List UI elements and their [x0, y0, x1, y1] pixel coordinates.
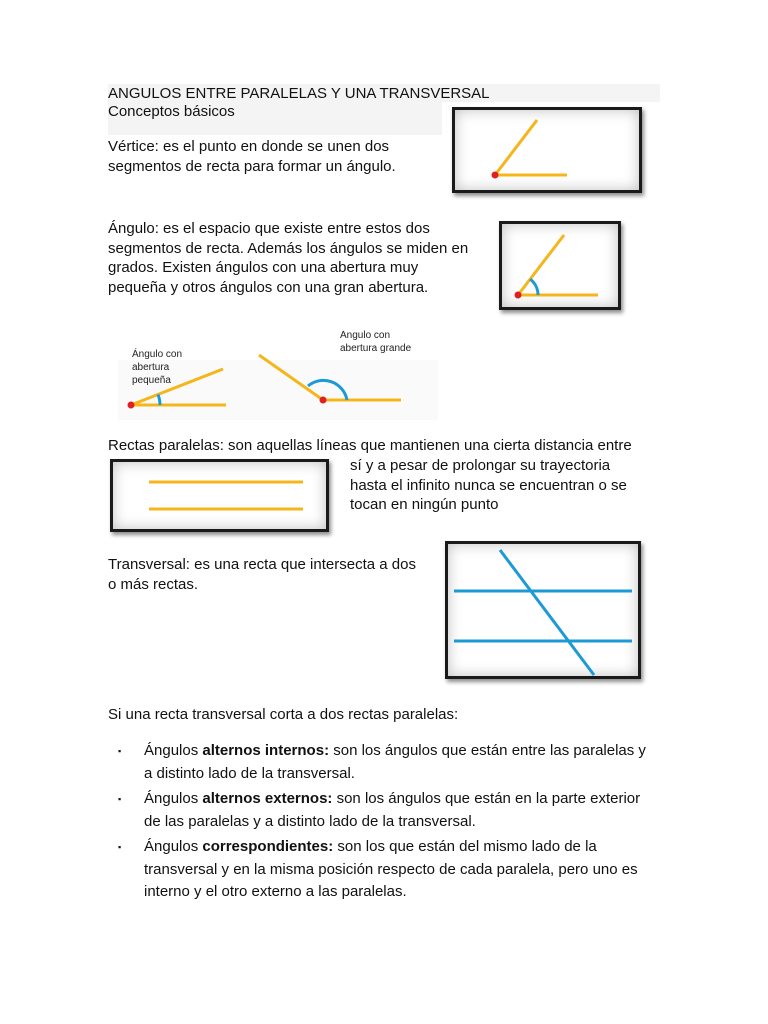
parallel-lines-figure — [110, 459, 329, 532]
term-alternos-internos: alternos internos: — [202, 742, 330, 759]
paralelas-line-4: tocan en ningún punto — [350, 496, 499, 513]
page-title: ANGULOS ENTRE PARALELAS Y UNA TRANSVERSAL — [108, 85, 490, 102]
angle-arc — [530, 279, 538, 295]
paralelas-line-3: hasta el infinito nunca se encuentran o se — [350, 476, 627, 494]
angle-figure — [499, 221, 621, 310]
transversal-diagram — [448, 544, 638, 676]
angulo-line-3: grados. Existen ángulos con una abertura muy — [108, 259, 419, 276]
angulo-line-1: Ángulo: es el espacio que existe entre estos dos — [108, 220, 430, 237]
page-subtitle: Conceptos básicos — [108, 103, 235, 120]
transversal-figure — [445, 541, 641, 679]
angulo-line-2: segmentos de recta. Además los ángulos se miden en — [108, 239, 469, 257]
angulo-definition — [108, 219, 468, 297]
large-angle-label: Angulo con abertura grande — [340, 330, 412, 354]
list-item-alternos-externos: ▪ Ángulos alternos externos: son los ángulos que están en la parte exterior de las paralelas y a distinto lado de la transversal. — [118, 790, 641, 830]
vertice-line-2: segmentos de recta para formar un ángulo. — [108, 157, 396, 175]
large-angle-arc — [308, 380, 347, 400]
term-alternos-externos: alternos externos: — [202, 790, 333, 807]
list-item-alternos-internos: ▪ Ángulos alternos internos: son los ángulos que están entre las paralelas y a distinto lado de la transversal. — [118, 742, 646, 782]
paralelas-line-1: Rectas paralelas: son aquellas líneas que mantienen una cierta distancia entre — [108, 437, 632, 454]
parallel-lines-diagram — [113, 462, 326, 529]
vertex-diagram — [455, 110, 639, 190]
transversal-line-1: Transversal: es una recta que intersecta a dos — [108, 556, 416, 573]
vertex-point — [492, 172, 499, 179]
vertice-definition — [108, 137, 396, 176]
bullet-icon: ▪ — [118, 842, 122, 852]
bullet-icon: ▪ — [118, 794, 122, 804]
vertice-line-1: Vértice: es el punto en donde se unen dos — [108, 138, 390, 155]
angle-segment-diagonal — [518, 235, 564, 295]
small-angle-vertex — [128, 402, 135, 409]
angulo-line-4: pequeña y otros ángulos con una gran abertura. — [108, 278, 429, 296]
intro-text: Si una recta transversal corta a dos rectas paralelas: — [108, 706, 459, 723]
transversal-definition — [108, 555, 416, 594]
vertex-segment-diagonal — [495, 120, 537, 175]
term-correspondientes: correspondientes: — [202, 838, 334, 855]
paralelas-line-2: sí y a pesar de prolongar su trayectoria — [350, 457, 611, 474]
paralelas-continuation — [350, 456, 627, 515]
small-angle-arc — [158, 395, 160, 406]
bullet-icon: ▪ — [118, 746, 122, 756]
list-item-correspondientes: ▪ Ángulos correspondientes: son los que están del mismo lado de la transversal y en la misma posición respecto de cada paralela, pero uno es interno y el otro externo a las paralelas. — [118, 838, 638, 900]
angle-types-list — [108, 740, 648, 907]
transversal-line-2: o más rectas. — [108, 575, 199, 593]
large-angle-vertex — [320, 397, 327, 404]
angle-diagram — [502, 224, 618, 307]
vertex-figure — [452, 107, 642, 193]
small-angle-label: Ángulo con abertura pequeña — [132, 349, 183, 386]
large-angle-arm — [259, 355, 323, 400]
angle-vertex — [515, 292, 522, 299]
transversal-line — [500, 550, 594, 675]
